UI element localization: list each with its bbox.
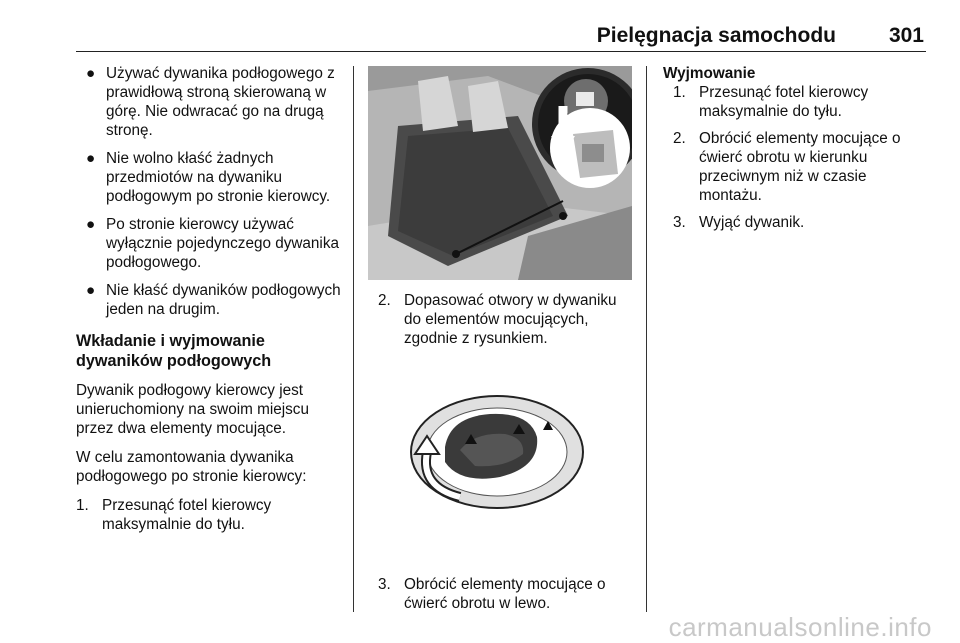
page-number: 301 <box>888 24 924 47</box>
paragraph: Dywanik podłogowy kierowcy jest unieruchomiony na swoim miejscu przez dwa elementy mocujące. <box>76 382 309 437</box>
bullet-icon: ● <box>86 65 96 82</box>
header-rule <box>76 51 926 52</box>
floor-mat-illustration <box>368 66 632 280</box>
step-item: 3. Wyjąć dywanik. <box>673 214 805 231</box>
bullet-icon: ● <box>86 282 96 299</box>
section-heading: Wyjmowanie <box>663 65 756 82</box>
step-item: 2. Obrócić elementy mocujące o ćwierć obrotu w kierunku przeciwnym niż w czasie montażu. <box>673 130 901 204</box>
column-divider <box>646 66 647 612</box>
bullet-icon: ● <box>86 216 96 233</box>
list-item: ● Po stronie kierowcy używać wyłącznie pojedynczego dywanika podłogowego. <box>86 216 339 271</box>
column-divider <box>353 66 354 612</box>
bullet-list <box>76 64 348 319</box>
step-item: 1. Przesunąć fotel kierowcy maksymalnie do tyłu. <box>76 497 272 533</box>
section-heading: Wkładanie i wyjmowanie dywaników podłogowych <box>76 332 272 370</box>
page-header <box>76 22 924 52</box>
list-item: ● Nie kłaść dywaników podłogowych jeden na drugim. <box>86 282 341 318</box>
paragraph: W celu zamontowania dywanika podłogowego po stronie kierowcy: <box>76 449 307 485</box>
step-list <box>663 83 925 232</box>
bullet-icon: ● <box>86 150 96 167</box>
page-title: Pielęgnacja samochodu <box>596 24 836 47</box>
watermark: carmanualsonline.info <box>668 612 932 642</box>
column-left <box>76 64 348 542</box>
list-item: ● Używać dywanika podłogowego z prawidłową stroną skierowaną w górę. Nie odwracać go na drugą stronę. <box>86 65 335 139</box>
step-item: 1. Przesunąć fotel kierowcy maksymalnie do tyłu. <box>673 84 869 120</box>
fastener-rotation-illustration <box>405 392 585 512</box>
column-right <box>663 64 925 240</box>
step-list <box>76 496 348 534</box>
step-item: 2. Dopasować otwory w dywaniku do elementów mocujących, zgodnie z rysunkiem. <box>378 292 617 347</box>
list-item: ● Nie wolno kłaść żadnych przedmiotów na dywaniku podłogowym po stronie kierowcy. <box>86 150 331 205</box>
step-item: 3. Obrócić elementy mocujące o ćwierć obrotu w lewo. <box>378 576 606 612</box>
